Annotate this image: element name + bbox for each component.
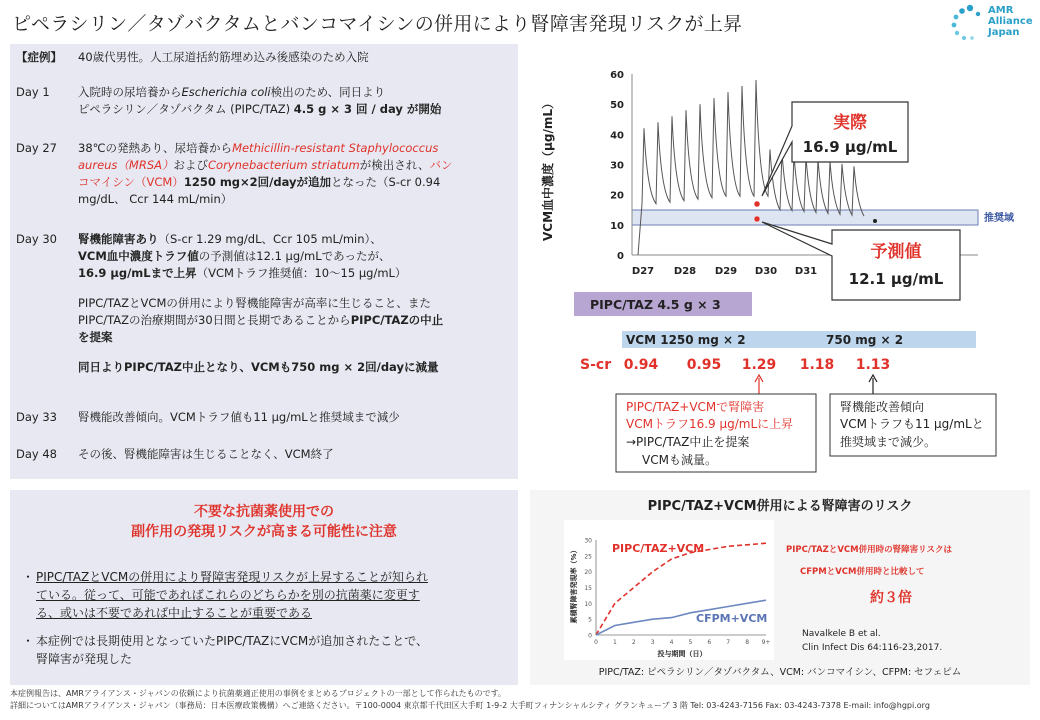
vcm-chart-panel: [530, 44, 1030, 479]
vcm-y-axis-label: VCM血中濃度（μg/mL）: [541, 97, 555, 241]
recommended-band: [632, 210, 978, 225]
day1-t3: 検出のため、同日より: [270, 85, 386, 99]
day-label: Day 30: [16, 232, 57, 246]
pipc-dose-label: PIPC/TAZ 4.5 g × 3: [590, 297, 721, 312]
day30-p2: PIPC/TAZの治療期間が30日間と長期であることから: [78, 313, 351, 327]
actual-value: 16.9 μg/mL: [802, 138, 898, 156]
footer: [10, 688, 1030, 712]
note1-line3: →PIPC/TAZ中止を提案: [626, 435, 750, 449]
predicted-callout-box: [762, 222, 960, 300]
risk-note-line2: CFPMとVCM併用時と比較して: [800, 567, 925, 577]
header: [0, 0, 1040, 44]
risk-x-tick-label: 5: [688, 639, 693, 646]
day30-t2: （S-cr 1.29 mg/dL、Ccr 105 mL/min）、: [158, 232, 382, 246]
day30-p1: PIPC/TAZとVCMの併用により腎機能障害が高率に生じること、また: [78, 296, 431, 310]
footer-line2: 詳細についてはAMRアライアンス・ジャパン（事務局：日本医療政策機構）へご連絡ください。〒100-0004 東京都千代田区大手町 1-9-2 大手町フィナンシャルシティ グランキューブ 3 階 Tel: 03-4243-7156 Fax: 03-4243-7378 E-mail: info@hgpi.org: [10, 701, 930, 710]
scr-value: 1.18: [799, 357, 835, 373]
predicted-value: 12.1 μg/mL: [848, 270, 944, 288]
day30-t3: VCM血中濃度トラフ値: [78, 249, 199, 263]
risk-note-line3: 約３倍: [870, 590, 912, 606]
note2-line2: VCMトラフも11 μg/mLと: [840, 417, 984, 431]
day30-text: [78, 231, 510, 376]
risk-x-tick-label: 9+: [761, 639, 771, 646]
day27-coryne: Corynebacterium striatum: [208, 158, 360, 172]
day27-mrsa: Methicillin-resistant Staphylococcus: [232, 141, 439, 155]
vcm-x-tick-label: D31: [794, 266, 818, 277]
vcm-y-tick-label: 20: [610, 190, 624, 202]
day27-text: [78, 140, 510, 208]
recommended-label: 推奨域: [984, 213, 1014, 224]
risk-x-tick-label: 8: [745, 639, 750, 646]
vcm-x-tick-label: D29: [714, 266, 738, 277]
bullet1-line2: ている。従って、可能であればこれらのどちらかを別の抗菌薬に変更す: [36, 588, 420, 602]
day30-t5: 16.9 μg/mLまで上昇: [78, 266, 197, 280]
risk-note-line1: PIPC/TAZとVCM併用時の腎障害リスクは: [786, 545, 952, 555]
day27-t11: mg/dL、 Ccr 144 mL/min）: [78, 192, 233, 206]
actual-label: 実際: [833, 113, 867, 133]
day27-mrsa2: aureus（MRSA）: [78, 158, 174, 172]
bullet2-line2: 腎障害が発現した: [36, 652, 133, 666]
logo-line2: Alliance: [988, 16, 1033, 27]
day27-t6: が検出され、: [359, 158, 430, 172]
day48-text: その後、腎機能障害は生じることなく、VCM終了: [78, 447, 334, 461]
day27-t8: コマイシン（VCM）: [78, 175, 184, 189]
case-summary-text: 40歳代男性。人工尿道括約筋埋め込み後感染のため入院: [78, 50, 369, 64]
risk-y-tick-label: 25: [584, 553, 592, 561]
vcm-y-tick-label: 40: [610, 130, 624, 142]
scr-label: S-cr: [580, 357, 612, 373]
note1-line1: PIPC/TAZ+VCMで腎障害: [626, 400, 765, 414]
case-label: 【症例】: [16, 50, 62, 64]
predicted-label: 予測値: [870, 242, 922, 262]
day27-t4: および: [173, 158, 208, 172]
bullet2-line1: 本症例では長期使用となっていたPIPC/TAZにVCMが追加されたことで、: [36, 634, 428, 648]
logo-line1: AMR: [988, 5, 1014, 16]
series-label-cfpm-vcm: CFPM+VCM: [696, 612, 768, 625]
vcm-x-tick-label: D28: [673, 266, 697, 277]
risk-x-tick-label: 4: [669, 639, 674, 646]
risk-y-tick-label: 30: [584, 537, 592, 545]
vcm-y-tick-label: 50: [610, 100, 624, 112]
day-label: Day 33: [16, 410, 57, 424]
day1-t4: ピペラシリン／タゾバクタム (PIPC/TAZ): [78, 102, 294, 116]
logo-line3: Japan: [988, 27, 1020, 38]
predicted-trough-marker: [754, 216, 760, 222]
amr-dots-logo-icon: [950, 2, 1040, 42]
risk-x-tick-label: 2: [631, 639, 636, 646]
day-label: Day 27: [16, 141, 57, 155]
day27-t9: 1250 mg×2回/dayが追加: [183, 175, 332, 189]
bullet-dot: ・: [22, 570, 35, 584]
bullet1-line1: PIPC/TAZとVCMの併用により腎障害発現リスクが上昇することが知られ: [36, 570, 428, 584]
vcm-y-tick-label: 30: [610, 160, 624, 172]
scr-values: [624, 357, 891, 373]
risk-title: PIPC/TAZ+VCM併用による腎障害のリスク: [647, 499, 913, 514]
bullet1-line3: る、或いは不要であれば中止することが重要である: [36, 606, 313, 620]
warning-panel: [10, 490, 518, 685]
risk-y-tick-label: 20: [584, 569, 592, 577]
logo-text: [988, 5, 1033, 38]
note2-line3: 推奨域まで減少。: [840, 435, 937, 449]
bullet-dot: ・: [22, 634, 35, 648]
risk-chart: [530, 490, 1030, 685]
day30-t1: 腎機能障害あり: [78, 232, 159, 246]
note1-line4: VCMも減量。: [642, 453, 717, 467]
vcm-y-tick-label: 0: [617, 251, 624, 262]
vcm-dose-label-1: VCM 1250 mg × 2: [626, 333, 746, 347]
risk-x-tick-label: 3: [650, 639, 655, 646]
bullet-text: [36, 568, 514, 622]
day1-t1: 入院時の尿培養から: [78, 85, 182, 99]
day1-text: [78, 84, 510, 118]
footer-line1: 本症例報告は、AMRアライアンス・ジャパンの依頼により抗菌薬適正使用の事例をまとめるプロジェクトの一部として作られたものです。: [10, 689, 506, 698]
warning-title: [10, 502, 518, 542]
reference-line1: Navalkele B et al.: [802, 629, 881, 639]
risk-x-tick-label: 7: [726, 639, 731, 646]
note1-line2: VCMトラフ16.9 μg/mLに上昇: [626, 417, 794, 431]
day30-t4: の予測値は12.1 μg/mLであったが、: [198, 249, 391, 263]
vcm-x-tick-label: D30: [754, 266, 778, 277]
vcm-dose-label-2: 750 mg × 2: [826, 333, 904, 347]
day33-text: 腎機能改善傾向。VCMトラフ値も11 μg/mLと推奨域まで減少: [78, 410, 400, 424]
day1-t5: 4.5 g × 3 回 / day が開始: [293, 102, 442, 116]
case-panel: [10, 44, 518, 479]
risk-x-tick-label: 1: [612, 639, 617, 646]
risk-y-tick-label: 0: [588, 632, 592, 640]
day27-t10: となった（S-cr 0.94: [331, 175, 441, 189]
vcm-x-tick-label: D27: [631, 266, 655, 277]
warning-title-line1: 不要な抗菌薬使用での: [194, 504, 334, 520]
risk-y-tick-label: 10: [584, 600, 592, 608]
risk-x-tick-label: 6: [707, 639, 712, 646]
day30-t6: （VCMトラフ推奨値：10～15 μg/mL）: [196, 266, 407, 280]
note2-line1: 腎機能改善傾向: [840, 400, 925, 414]
day1-organism: Escherichia coli: [181, 85, 271, 99]
day-label: Day 48: [16, 447, 57, 461]
risk-y-tick-label: 15: [584, 585, 592, 592]
abbreviations: PIPC/TAZ: ピペラシリン／タゾバクタム、VCM: バンコマイシン、CFPM: セフェピム: [598, 667, 962, 678]
day30-p3: PIPC/TAZの中止: [350, 313, 444, 327]
scr-value: 0.94: [623, 357, 659, 373]
day27-t1: 38℃の発熱あり、尿培養から: [78, 141, 233, 155]
actual-trough-marker: [754, 201, 760, 207]
scr-value: 1.13: [855, 357, 891, 373]
page-title: ピペラシリン／タゾバクタムとバンコマイシンの併用により腎障害発現リスクが上昇: [12, 13, 743, 35]
risk-y-axis-label: 累積腎障害発現率（%）: [570, 546, 578, 624]
warning-title-line2: 副作用の発現リスクが高まる可能性に注意: [131, 524, 397, 540]
day30-p5: 同日よりPIPC/TAZ中止となり、VCMも750 mg × 2回/dayに減量: [78, 360, 439, 374]
day30-p4: を提案: [78, 330, 113, 344]
vcm-y-tick-label: 10: [610, 220, 624, 232]
vcm-chart: [530, 44, 1030, 479]
vcm-y-tick-label: 60: [610, 70, 624, 81]
reference-line2: Clin Infect Dis 64:116-23,2017.: [802, 643, 943, 653]
risk-y-tick-label: 5: [588, 616, 592, 624]
vcm-y-ticks: [610, 70, 624, 262]
reduced-trough-marker: [873, 219, 877, 223]
vcm-x-ticks: [632, 266, 817, 277]
day-label: Day 1: [16, 85, 50, 99]
bullet-text: [36, 632, 514, 668]
series-label-pipc-vcm: PIPC/TAZ+VCM: [612, 542, 705, 555]
risk-x-axis-label: 投与期間（日）: [657, 650, 707, 658]
risk-panel: [530, 490, 1030, 685]
scr-value: 1.29: [741, 357, 777, 373]
scr-value: 0.95: [686, 357, 722, 373]
day27-t7: バン: [429, 158, 453, 172]
logo-dots: [950, 2, 986, 42]
risk-x-tick-label: 0: [594, 639, 598, 646]
